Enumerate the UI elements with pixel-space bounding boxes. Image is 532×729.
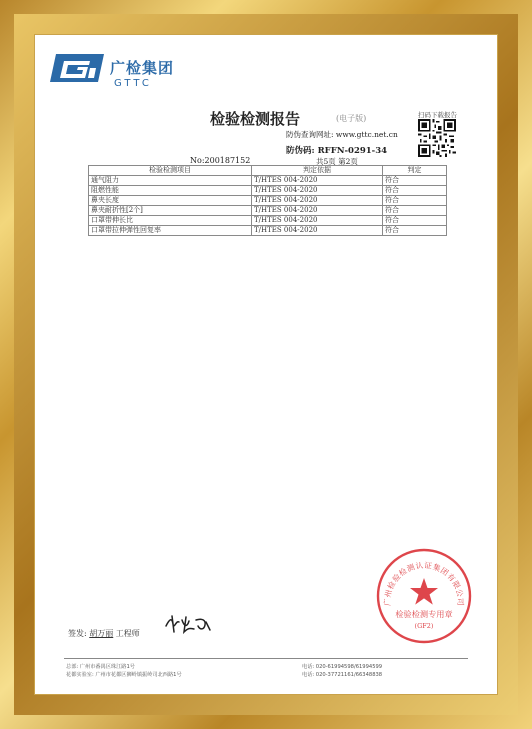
table-row <box>89 206 447 216</box>
cell-result: 符合 <box>383 226 447 236</box>
report-edition: (电子版) <box>336 114 367 123</box>
cell-result: 符合 <box>383 186 447 196</box>
report-title: 检验检测报告 <box>210 110 301 128</box>
cell-item: 口罩带伸长比 <box>89 216 252 226</box>
handwritten-signature <box>162 612 214 636</box>
qr-caption: 扫码下载报告 <box>418 111 457 119</box>
footer-divider <box>64 658 468 659</box>
col-header-item: 检验检测项目 <box>89 166 252 176</box>
table-row <box>89 176 447 186</box>
cell-basis: T/HTES 004-2020 <box>252 216 383 226</box>
table-row <box>89 196 447 206</box>
cell-item: 通气阻力 <box>89 176 252 186</box>
seal-star-icon <box>410 578 438 605</box>
table-row <box>89 186 447 196</box>
seal-code: (GF2) <box>414 622 434 630</box>
cell-result: 符合 <box>383 176 447 186</box>
seal-outer-text: 广州检验检测认证集团有限公司 <box>382 560 466 607</box>
company-name-en: GTTC <box>114 78 152 89</box>
cell-item: 阻燃性能 <box>89 186 252 196</box>
seal-inner-text: 检验检测专用章 <box>395 609 453 619</box>
cell-basis: T/HTES 004-2020 <box>252 186 383 196</box>
footer-hq-address: 总部: 广州市番禺区珠江路1号 <box>66 664 135 670</box>
cell-item: 鼻夹耐折性[2个] <box>89 206 252 216</box>
cell-result: 符合 <box>383 216 447 226</box>
cell-result: 符合 <box>383 196 447 206</box>
table-header-row <box>89 166 447 176</box>
signatory-title: 工程师 <box>115 629 140 638</box>
report-page <box>34 34 498 695</box>
cell-item: 鼻夹长度 <box>89 196 252 206</box>
signatory-block <box>68 628 140 639</box>
footer-lab-address: 花都实验室: 广州市花都区狮岭镇振岭司北西路1号 <box>66 672 182 678</box>
footer-hq-phone: 电话: 020-61994598/61994599 <box>302 664 383 670</box>
results-table <box>88 165 447 236</box>
qr-code-icon[interactable] <box>418 119 456 157</box>
gttc-logo-icon <box>50 48 106 88</box>
cell-basis: T/HTES 004-2020 <box>252 226 383 236</box>
table-row <box>89 216 447 226</box>
official-seal <box>374 546 474 646</box>
cell-basis: T/HTES 004-2020 <box>252 176 383 186</box>
anti-counterfeit-code: 防伪码: RFFN-0291-34 <box>286 146 388 156</box>
footer-lab-phone: 电话: 020-37721161/66348838 <box>302 672 383 678</box>
page-count: 共5页 第2页 <box>316 157 358 166</box>
signatory-name: 胡万丽 <box>89 629 114 638</box>
report-number: No:200187152 <box>190 156 251 165</box>
col-header-basis: 判定依据 <box>252 166 383 176</box>
query-site: 防伪查询网址: www.gttc.net.cn <box>286 130 398 139</box>
cell-basis: T/HTES 004-2020 <box>252 206 383 216</box>
table-row <box>89 226 447 236</box>
cell-item: 口罩带拉伸弹性回复率 <box>89 226 252 236</box>
company-name-cn: 广检集团 <box>110 59 175 77</box>
col-header-result: 判定 <box>383 166 447 176</box>
signatory-label: 签发: <box>68 629 87 638</box>
cell-basis: T/HTES 004-2020 <box>252 196 383 206</box>
cell-result: 符合 <box>383 206 447 216</box>
